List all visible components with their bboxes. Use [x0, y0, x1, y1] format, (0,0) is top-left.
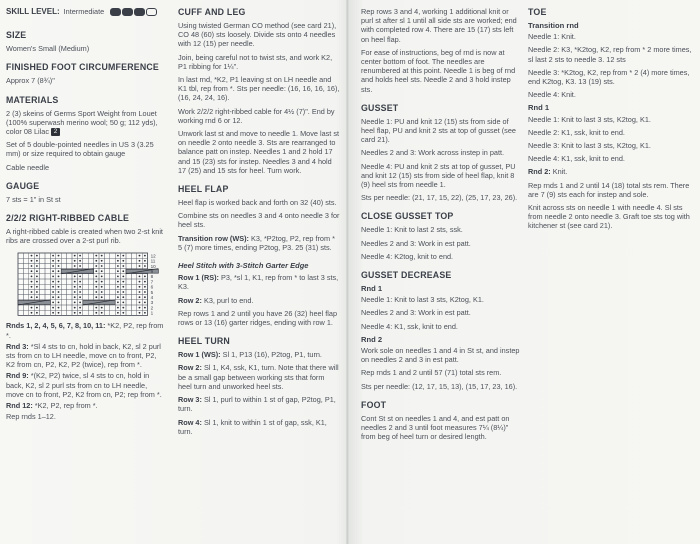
purl-dot: [144, 260, 146, 262]
purl-dot: [117, 255, 119, 257]
purl-dot: [52, 286, 54, 288]
purl-dot: [52, 281, 54, 283]
skill-level: [6, 7, 166, 16]
purl-dot: [101, 307, 103, 309]
dec-2: Needles 2 and 3: Work in est patt.: [361, 308, 471, 318]
purl-dot: [117, 297, 119, 299]
purl-dot: [117, 276, 119, 278]
purl-dot: [95, 276, 97, 278]
purl-dot: [122, 266, 124, 268]
heelturn-section: [178, 336, 340, 436]
purl-dot: [101, 260, 103, 262]
size-text: Women's Small (Medium): [6, 44, 90, 54]
transition-rnd: Transition rnd: [528, 21, 579, 30]
close-3: Needle 4: K2tog, knit to end.: [361, 251, 454, 261]
purl-dot: [139, 266, 141, 268]
purl-dot: [79, 286, 81, 288]
purl-dot: [95, 297, 97, 299]
gusset-1: Needle 1: PU and knit 12 (15) sts from side of heel flap, PU and knit 2 sts at top of gusset (see card 21).: [361, 116, 516, 145]
purl-dot: [95, 260, 97, 262]
purl-dot: [58, 292, 60, 294]
heelflap-section: [178, 184, 340, 252]
toe-r1d: Needle 4: K1, ssk, knit to end.: [528, 154, 625, 164]
purl-dot: [79, 276, 81, 278]
purl-dot: [31, 276, 33, 278]
chart-row-number: 5: [150, 290, 154, 296]
purl-dot: [144, 307, 146, 309]
purl-dot: [122, 281, 124, 283]
purl-dot: [52, 271, 54, 273]
skill-value: Intermediate: [63, 7, 105, 16]
purl-dot: [122, 302, 124, 304]
dec-rnd-1: Rnd 1: [361, 284, 383, 294]
toe-t2: Needle 2: K3, *K2tog, K2, rep from * 2 more times, sl last 2 sts to needle 3. 12 sts: [528, 45, 692, 64]
purl-dot: [74, 260, 76, 262]
purl-dot: [79, 297, 81, 299]
chart-row-number: 4: [150, 295, 154, 301]
purl-dot: [79, 307, 81, 309]
heelturn-row-4: Row 4: Sl 1, knit to within 1 st of gap, ssk, K1, turn.: [178, 417, 327, 436]
foot-circ-section: [6, 62, 166, 85]
purl-dot: [58, 260, 60, 262]
size-title: SIZE: [6, 30, 27, 41]
purl-dot: [101, 297, 103, 299]
purl-dot: [36, 292, 38, 294]
rep-rnds: Rep rnds 1–12.: [6, 412, 56, 422]
cable-chart: [16, 251, 166, 317]
purl-dot: [36, 281, 38, 283]
dec-1: Needle 1: Knit to last 3 sts, K2tog, K1.: [361, 295, 484, 305]
purl-dot: [144, 281, 146, 283]
purl-dot: [117, 286, 119, 288]
purl-dot: [58, 302, 60, 304]
gusset-section: [361, 103, 520, 203]
purl-dot: [122, 307, 124, 309]
purl-dot: [101, 266, 103, 268]
cuff-title: CUFF AND LEG: [178, 7, 246, 17]
heelturn-row-3: Row 3: Sl 1, purl to within 1 st of gap, P2tog, P1, turn.: [178, 395, 336, 414]
purl-dot: [144, 312, 146, 314]
column-3: [361, 7, 520, 451]
purl-dot: [144, 276, 146, 278]
purl-dot: [95, 266, 97, 268]
purl-dot: [139, 297, 141, 299]
heelturn-row-2: Row 2: Sl 1, K4, ssk, K1, turn. Note that there will be a small gap between working sts that form heel turn and unworked heel sts.: [178, 363, 339, 391]
cable-section: [6, 213, 166, 317]
purl-dot: [58, 286, 60, 288]
purl-dot: [117, 266, 119, 268]
toe-r1a: Needle 1: Knit to last 3 sts, K2tog, K1.: [528, 114, 651, 124]
purl-dot: [101, 312, 103, 314]
purl-dot: [95, 286, 97, 288]
purl-dot: [101, 286, 103, 288]
purl-dot: [58, 312, 60, 314]
gauge-section: [6, 181, 166, 204]
toe-t1: Needle 1: Knit.: [528, 32, 576, 42]
purl-dot: [52, 307, 54, 309]
foot-circ-title: FINISHED FOOT CIRCUMFERENCE: [6, 62, 159, 73]
purl-dot: [139, 286, 141, 288]
close-2: Needles 2 and 3: Work in est patt.: [361, 238, 471, 248]
dec-rnd-2: Rnd 2: [361, 334, 383, 344]
purl-dot: [36, 271, 38, 273]
foot-circ-text: Approx 7 (8¾)": [6, 76, 55, 86]
purl-dot: [139, 302, 141, 304]
cable-chart-grid: [16, 251, 166, 317]
purl-dot: [74, 297, 76, 299]
purl-dot: [52, 276, 54, 278]
heel-continue: [361, 7, 520, 94]
toe-rep: Rep rnds 1 and 2 until 14 (18) total sts rem. There are 7 (9) sts each for instep and sole.: [528, 180, 690, 199]
yarn-weight-icon: 2: [51, 128, 60, 136]
skill-meter-icon: [110, 8, 157, 16]
purl-dot: [139, 292, 141, 294]
purl-dot: [139, 312, 141, 314]
toe-r1c: Needle 3: Knit to last 3 sts, K2tog, K1.: [528, 141, 651, 151]
gauge-title: GAUGE: [6, 180, 40, 191]
cuff-3: In last rnd, *K2, P1 leaving st on LH needle and K1 tbl, rep from *. Sts per needle: (16, 16, 16, 16), (16, 24, 24, 16).: [178, 75, 340, 103]
purl-dot: [36, 266, 38, 268]
purl-dot: [95, 281, 97, 283]
gusset-4: Sts per needle: (21, 17, 15, 22), (25, 17, 23, 26).: [361, 193, 518, 203]
purl-dot: [95, 255, 97, 257]
chart-row-number: 11: [150, 259, 156, 265]
heelturn-row-1: Row 1 (WS): Sl 1, P13 (16), P2tog, P1, turn.: [178, 350, 322, 360]
purl-dot: [31, 292, 33, 294]
purl-dot: [122, 276, 124, 278]
purl-dot: [36, 255, 38, 257]
purl-dot: [31, 312, 33, 314]
toe-rnd-2: Rnd 2: Knit.: [528, 167, 568, 177]
purl-dot: [101, 255, 103, 257]
toe-r1b: Needle 2: K1, ssk, knit to end.: [528, 127, 625, 137]
foot-1: Cont St st on needles 1 and 4, and est patt on needles 2 and 3 until foot measures 7¼ (8¼)" from beg of heel turn or desired length.: [361, 413, 510, 442]
purl-dot: [31, 297, 33, 299]
gusset-title: GUSSET: [361, 102, 399, 113]
center-fold: [346, 0, 349, 544]
purl-dot: [36, 286, 38, 288]
heelflap-1: Heel flap is worked back and forth on 32 (40) sts.: [178, 198, 337, 208]
materials-yarn: 2 (3) skeins of Germs Sport Weight from Louet (100% superwash merino wool; 50 g; 112 yds), color 08 Lilac 2: [6, 108, 158, 137]
purl-dot: [74, 255, 76, 257]
materials-title: MATERIALS: [6, 94, 59, 105]
purl-dot: [117, 307, 119, 309]
toe-title: TOE: [528, 7, 547, 17]
foot-title: FOOT: [361, 399, 387, 410]
toe-kitchener: Knit across sts on needle 1 with needle 4. Sl sts from needle 2 onto needle 3. Graft toe sts tog with kitchener st (see card 21).: [528, 203, 690, 231]
purl-dot: [36, 297, 38, 299]
purl-dot: [95, 292, 97, 294]
purl-dot: [101, 281, 103, 283]
purl-dot: [101, 292, 103, 294]
toe-t3: Needle 3: *K2tog, K2, rep from * 2 (4) more times, end K2tog, K3. 13 (19) sts.: [528, 67, 690, 87]
dec-6: Sts per needle: (12, 17, 15, 13), (15, 17, 23, 16).: [361, 381, 518, 391]
dec-4: Work sole on needles 1 and 4 in St st, and instep on needles 2 and 3 in est patt.: [361, 346, 520, 365]
chart-row-number: 12: [150, 253, 156, 259]
purl-dot: [74, 302, 76, 304]
rnds-1: Rnds 1, 2, 4, 5, 6, 7, 8, 10, 11: *K2, P2, rep from *.: [6, 321, 164, 340]
purl-dot: [139, 255, 141, 257]
purl-dot: [58, 271, 60, 273]
purl-dot: [122, 297, 124, 299]
heelflap-2: Combine sts on needles 3 and 4 onto needle 3 for heel sts.: [178, 211, 340, 230]
chart-row-number: 1: [150, 311, 154, 317]
purl-dot: [122, 271, 124, 273]
purl-dot: [58, 281, 60, 283]
purl-dot: [117, 271, 119, 273]
purl-dot: [79, 281, 81, 283]
purl-dot: [122, 312, 124, 314]
heel-cont-1: Rep rows 3 and 4, working 1 additional knit or purl st after sl 1 until all side sts are worked; end with completed row 4. There are 15 (17) sts left on heel flap.: [361, 7, 517, 44]
purl-dot: [31, 307, 33, 309]
toe-section: [528, 7, 694, 231]
gusset-decrease-title: GUSSET DECREASE: [361, 270, 452, 281]
garter-section: [178, 261, 340, 327]
purl-dot: [144, 255, 146, 257]
purl-dot: [79, 260, 81, 262]
chart-row-number: 7: [150, 279, 154, 285]
garter-row-1: Row 1 (RS): P3, *sl 1, K1, rep from * to last 3 sts, K3.: [178, 273, 339, 292]
purl-dot: [79, 266, 81, 268]
size-section: [6, 30, 166, 53]
chart-row-number: 3: [150, 300, 154, 306]
column-2: [178, 7, 340, 445]
purl-dot: [117, 281, 119, 283]
purl-dot: [117, 302, 119, 304]
purl-dot: [79, 255, 81, 257]
chart-row-number: 6: [150, 285, 154, 291]
purl-dot: [58, 307, 60, 309]
garter-title: Heel Stitch with 3-Stitch Garter Edge: [178, 261, 309, 271]
heelflap-title: HEEL FLAP: [178, 184, 229, 195]
purl-dot: [95, 312, 97, 314]
rnd-9: Rnd 9: *(K2, P2) twice, sl 4 sts to cn, hold in back, K2, sl 2 purl sts from cn to LH needle, move cn to front, P2, K2 from cn, P2; rep from *.: [6, 371, 162, 399]
close-gusset-section: [361, 211, 520, 261]
purl-dot: [74, 276, 76, 278]
purl-dot: [139, 276, 141, 278]
foot-section: [361, 400, 520, 442]
chart-row-number: 8: [150, 274, 154, 280]
cable-rounds: [6, 321, 166, 421]
purl-dot: [122, 292, 124, 294]
dec-3: Needle 4: K1, ssk, knit to end.: [361, 321, 458, 331]
purl-dot: [117, 260, 119, 262]
dec-5: Rep rnds 1 and 2 until 57 (71) total sts rem.: [361, 368, 502, 378]
purl-dot: [36, 276, 38, 278]
garter-row-2: Row 2: K3, purl to end.: [178, 295, 254, 305]
purl-dot: [144, 302, 146, 304]
purl-dot: [52, 266, 54, 268]
purl-dot: [79, 302, 81, 304]
close-gusset-title: CLOSE GUSSET TOP: [361, 211, 454, 222]
purl-dot: [144, 297, 146, 299]
rnd-12: Rnd 12: *K2, P2, rep from *.: [6, 401, 98, 411]
purl-dot: [74, 307, 76, 309]
purl-dot: [74, 312, 76, 314]
materials-needles: Set of 5 double-pointed needles in US 3 (3.25 mm) or size required to obtain gauge: [6, 140, 154, 159]
purl-dot: [122, 286, 124, 288]
gusset-decrease-section: [361, 270, 520, 391]
purl-dot: [52, 255, 54, 257]
purl-dot: [52, 292, 54, 294]
toe-rnd-1: Rnd 1: [528, 103, 550, 113]
gusset-3: Needle 4: PU and knit 2 sts at top of gusset, PU and knit 12 (15) sts from side of heel flap, knit 8 (9) heel sts from needle 1.: [361, 161, 516, 190]
purl-dot: [122, 255, 124, 257]
purl-dot: [58, 276, 60, 278]
chart-row-number: 10: [150, 264, 156, 270]
purl-dot: [122, 260, 124, 262]
purl-dot: [74, 286, 76, 288]
chart-row-number: 9: [150, 269, 154, 275]
cuff-4: Work 2/2/2 right-ribbed cable for 4½ (7)". End by working rnd 6 or 12.: [178, 106, 335, 125]
purl-dot: [31, 266, 33, 268]
purl-dot: [31, 281, 33, 283]
column-4: [528, 7, 694, 240]
purl-dot: [36, 307, 38, 309]
gusset-2: Needles 2 and 3: Work across instep in patt.: [361, 148, 505, 158]
purl-dot: [58, 297, 60, 299]
purl-dot: [117, 292, 119, 294]
purl-dot: [74, 266, 76, 268]
purl-dot: [139, 307, 141, 309]
purl-dot: [31, 286, 33, 288]
purl-dot: [52, 297, 54, 299]
purl-dot: [101, 271, 103, 273]
purl-dot: [95, 271, 97, 273]
close-1: Needle 1: Knit to last 2 sts, ssk.: [361, 225, 463, 235]
cable-text: A right-ribbed cable is created when two 2-st knit ribs are crossed over a 2-st purl rib.: [6, 227, 163, 246]
purl-dot: [95, 307, 97, 309]
purl-dot: [144, 266, 146, 268]
chart-row-number: 2: [150, 305, 154, 311]
purl-dot: [52, 312, 54, 314]
purl-dot: [144, 286, 146, 288]
purl-dot: [117, 312, 119, 314]
cuff-1: Using twisted German CO method (see card 21), CO 48 (60) sts loosely. Divide sts onto 4 needles with 12 (15) per needle.: [178, 21, 337, 49]
purl-dot: [74, 292, 76, 294]
purl-dot: [58, 255, 60, 257]
purl-dot: [58, 266, 60, 268]
purl-dot: [74, 281, 76, 283]
rnd-3: Rnd 3: *Sl 4 sts to cn, hold in back, K2, sl 2 purl sts from cn to LH needle, move cn to front, P2, K2 from cn, P2, K2, P2 (twice), rep from *.: [6, 341, 161, 370]
cable-title: 2/2/2 RIGHT-RIBBED CABLE: [6, 213, 130, 224]
toe-t4: Needle 4: Knit.: [528, 90, 576, 100]
purl-dot: [144, 292, 146, 294]
heelflap-3: Transition row (WS): K3, *P2tog, P2, rep from * 5 (7) more times, ending P2tog, P3. 25 (31) sts.: [178, 233, 335, 252]
purl-dot: [31, 260, 33, 262]
cuff-5: Unwork last st and move to needle 1. Move last st on needle 2 onto needle 3. Sts are rearranged to balance patt on instep. Needles 1 and 2 hold 17 and 15 (23) sts for instep. Needles 3 and 4 hold 17 (25) and 15 sts for heel. Turn work.: [178, 129, 340, 175]
purl-dot: [139, 281, 141, 283]
purl-dot: [139, 260, 141, 262]
purl-dot: [36, 260, 38, 262]
cuff-section: [178, 7, 340, 175]
purl-dot: [52, 260, 54, 262]
heelturn-title: HEEL TURN: [178, 336, 230, 347]
purl-dot: [36, 312, 38, 314]
purl-dot: [79, 292, 81, 294]
materials-cable-needle: Cable needle: [6, 162, 50, 172]
purl-dot: [101, 276, 103, 278]
gauge-text: 7 sts = 1" in St st: [6, 194, 61, 204]
purl-dot: [52, 302, 54, 304]
heel-cont-2: For ease of instructions, beg of rnd is now at center bottom of foot. The needles are renumbered at this point. Needle 1 is beg of rnd and holds heel sts. Needle 2 and 3 hold instep sts.: [361, 47, 516, 94]
purl-dot: [31, 271, 33, 273]
garter-rep: Rep rows 1 and 2 until you have 26 (32) heel flap rows or 13 (16) garter ridges, ending with row 1.: [178, 308, 338, 328]
cuff-2: Join, being careful not to twist sts, and work K2, P1 ribbing for 1¼".: [178, 52, 333, 71]
purl-dot: [79, 312, 81, 314]
materials-section: [6, 95, 166, 172]
skill-label: SKILL LEVEL:: [6, 7, 60, 16]
column-1: [6, 7, 166, 423]
purl-dot: [31, 255, 33, 257]
